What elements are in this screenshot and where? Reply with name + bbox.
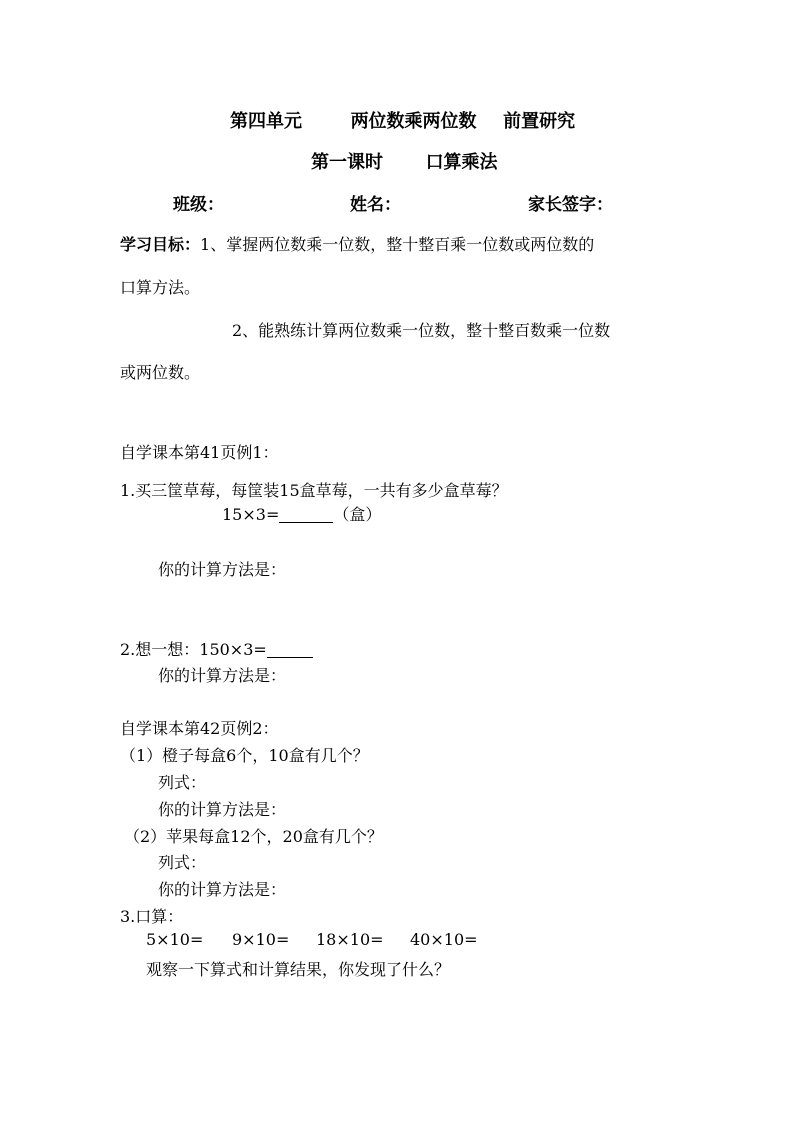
question-2-text: 2.想一想：150×3= [120, 640, 267, 659]
equation-1-text: 15×3= [222, 505, 280, 524]
problem-1: （1）橙子每盒6个，10盒有几个？ [120, 746, 369, 765]
question-1: 1.买三筐草莓，每筐装15盒草莓，一共有多少盒草莓？ [120, 481, 508, 500]
problem-2-method: 你的计算方法是： [158, 880, 287, 899]
oral-item-3: 18×10= [316, 930, 384, 949]
section1-heading: 自学课本第41页例1： [120, 443, 279, 462]
research-text: 前置研究 [503, 111, 576, 132]
oral-item-4: 40×10= [410, 930, 478, 949]
topic-text: 两位数乘两位数 [350, 111, 477, 132]
equation-1 [222, 502, 381, 525]
goal-2: 2、能熟练计算两位数乘一位数，整十整百数乘一位数 [232, 321, 611, 340]
unit-title [230, 107, 575, 133]
problem-2: （2）苹果每盒12个，20盒有几个？ [124, 827, 383, 846]
goal-1-cont: 口算方法。 [120, 278, 201, 297]
oral-item-1: 5×10= [146, 930, 204, 949]
goal-1-text: 1、掌握两位数乘一位数，整十整百乘一位数或两位数的 [200, 235, 595, 254]
lesson-title [311, 148, 498, 174]
section3-heading: 3.口算： [120, 907, 184, 926]
lesson-topic-text: 口算乘法 [425, 152, 498, 173]
answer-blank-1[interactable] [279, 506, 333, 523]
section2-heading: 自学课本第42页例2： [120, 719, 279, 738]
oral-item-2: 9×10= [232, 930, 290, 949]
problem-1-equation: 列式： [158, 773, 207, 792]
name-label: 姓名： [350, 195, 401, 215]
equation-1-unit: （盒） [333, 505, 382, 524]
question-2 [120, 637, 313, 660]
goal-2-cont: 或两位数。 [120, 363, 201, 382]
observe-question: 观察一下算式和计算结果，你发现了什么？ [146, 960, 451, 979]
answer-blank-2[interactable] [267, 641, 313, 658]
parent-signature-label: 家长签字： [528, 195, 613, 215]
lesson-text: 第一课时 [311, 152, 383, 173]
unit-title-text: 第四单元 [230, 111, 302, 132]
goal-1 [120, 232, 594, 255]
goals-label: 学习目标： [120, 235, 201, 254]
method-1: 你的计算方法是： [158, 560, 287, 579]
problem-1-method: 你的计算方法是： [158, 800, 287, 819]
class-label: 班级： [173, 195, 224, 215]
problem-2-equation: 列式： [158, 853, 207, 872]
method-2: 你的计算方法是： [158, 666, 287, 685]
